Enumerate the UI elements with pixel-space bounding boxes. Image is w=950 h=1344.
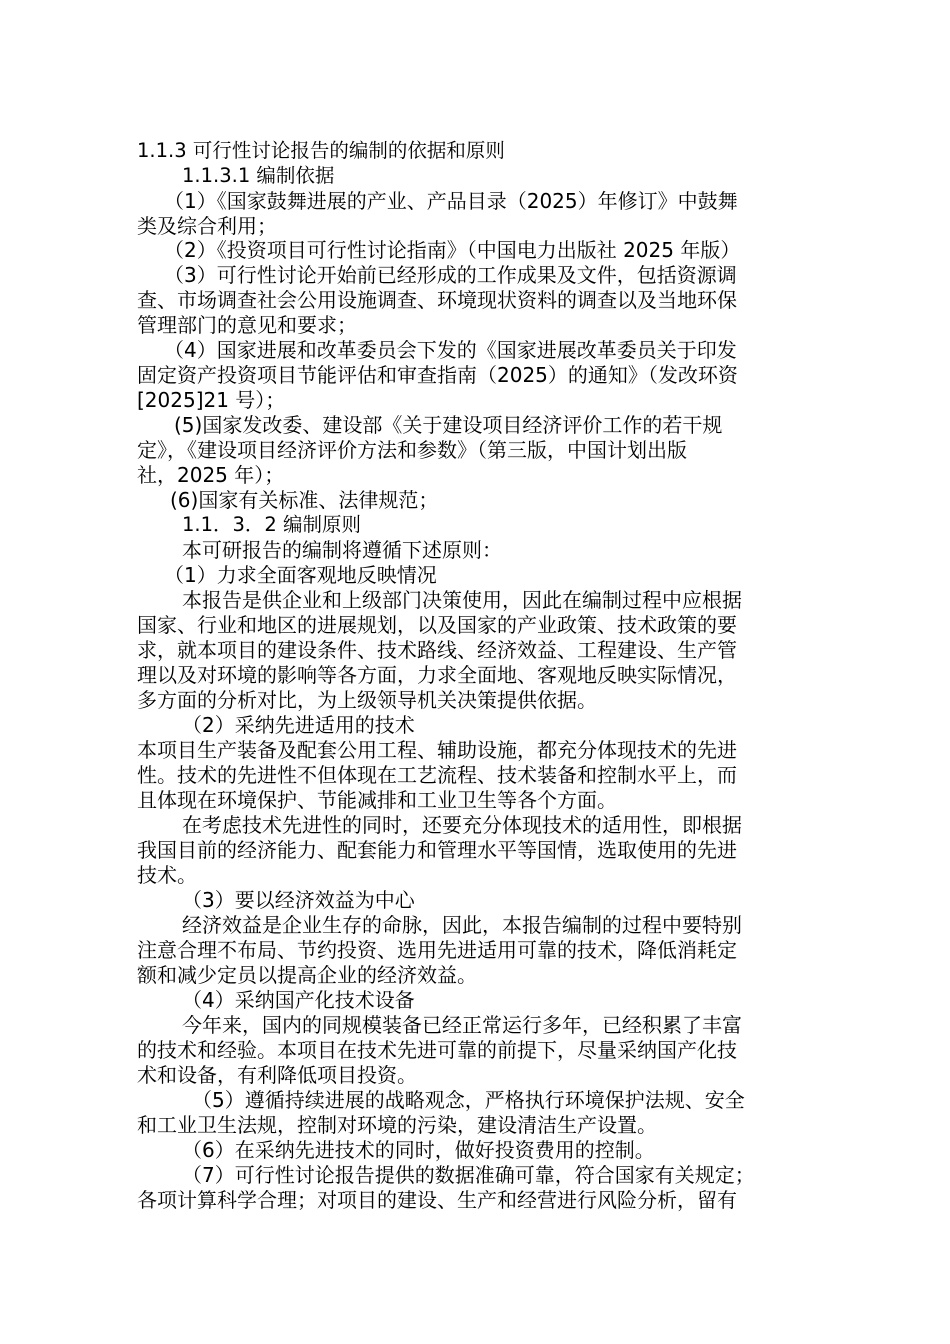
text-line: [2025]21 号）； xyxy=(137,388,286,412)
text-line: （2）《投资项目可行性讨论指南》（中国电力出版社 2025 年版） xyxy=(164,238,741,262)
text-line: 多方面的分析对比，为上级领导机关决策提供依据。 xyxy=(137,688,597,712)
text-line: 和工业卫生法规，控制对环境的污染，建设清洁生产设置。 xyxy=(137,1113,657,1137)
text-line: （1）《国家鼓舞进展的产业、产品目录（2025）年修订》中鼓舞 xyxy=(164,189,738,213)
text-line: 术和设备，有利降低项目投资。 xyxy=(137,1063,417,1087)
text-line: 管理部门的意见和要求； xyxy=(137,313,357,337)
text-line: 我国目前的经济能力、配套能力和管理水平等国情，选取使用的先进 xyxy=(137,838,737,862)
text-line: 类及综合利用； xyxy=(137,214,277,238)
text-line: （4）国家进展和改革委员会下发的《国家进展改革委员关于印发 xyxy=(164,338,737,362)
text-line: 各项计算科学合理；对项目的建设、生产和经营进行风险分析，留有 xyxy=(137,1188,737,1212)
text-line: （1）力求全面客观地反映情况 xyxy=(164,563,437,587)
subsection-heading: 1.1．3．2 编制原则 xyxy=(182,513,362,536)
text-line: (6)国家有关标准、法律规范； xyxy=(170,488,439,512)
text-line: 在考虑技术先进性的同时，还要充分体现技术的适用性，即根据 xyxy=(182,813,742,837)
text-line: （6）在采纳先进技术的同时，做好投资费用的控制。 xyxy=(182,1138,655,1162)
text-line: 社，2025 年）； xyxy=(137,463,285,487)
text-line: （4）采纳国产化技术设备 xyxy=(182,988,415,1012)
subsection-heading: 1.1.3.1 编制依据 xyxy=(182,164,335,187)
text-line: 求，就本项目的建设条件、技术路线、经济效益、工程建设、生产管 xyxy=(137,638,737,662)
text-line: 固定资产投资项目节能评估和审查指南（2025）的通知》（发改环资 xyxy=(137,363,738,387)
text-line: （7）可行性讨论报告提供的数据准确可靠，符合国家有关规定； xyxy=(182,1163,755,1187)
text-line: 今年来，国内的同规模装备已经正常运行多年，已经积累了丰富 xyxy=(182,1013,742,1037)
text-line: （2）采纳先进适用的技术 xyxy=(182,713,415,737)
text-line: 且体现在环境保护、节能减排和工业卫生等各个方面。 xyxy=(137,788,617,812)
section-heading: 1.1.3 可行性讨论报告的编制的依据和原则 xyxy=(137,139,505,162)
text-line: 本项目生产装备及配套公用工程、辅助设施，都充分体现技术的先进 xyxy=(137,738,737,762)
text-line: 本报告是供企业和上级部门决策使用，因此在编制过程中应根据 xyxy=(182,588,742,612)
text-line: （5）遵循持续进展的战略观念，严格执行环境保护法规、安全 xyxy=(192,1088,745,1112)
text-line: 额和减少定员以提高企业的经济效益。 xyxy=(137,963,477,987)
text-line: （3）要以经济效益为中心 xyxy=(182,888,415,912)
text-line: （3）可行性讨论开始前已经形成的工作成果及文件，包括资源调 xyxy=(164,263,737,287)
text-line: 注意合理不布局、节约投资、选用先进适用可靠的技术，降低消耗定 xyxy=(137,938,737,962)
text-line: 定》，《建设项目经济评价方法和参数》（第三版，中国计划出版 xyxy=(137,438,687,462)
text-line: 本可研报告的编制将遵循下述原则： xyxy=(182,538,502,562)
text-line: 经济效益是企业生存的命脉，因此，本报告编制的过程中要特别 xyxy=(182,913,742,937)
text-line: 的技术和经验。本项目在技术先进可靠的前提下，尽量采纳国产化技 xyxy=(137,1038,737,1062)
text-line: 技术。 xyxy=(137,863,197,887)
text-line: (5)国家发改委、建设部《关于建设项目经济评价工作的若干规 xyxy=(174,413,723,437)
text-line: 查、市场调查社会公用设施调查、环境现状资料的调查以及当地环保 xyxy=(137,288,737,312)
text-line: 性。技术的先进性不但体现在工艺流程、技术装备和控制水平上，而 xyxy=(137,763,737,787)
text-line: 理以及对环境的影响等各方面，力求全面地、客观地反映实际情况， xyxy=(137,663,737,687)
text-line: 国家、行业和地区的进展规划，以及国家的产业政策、技术政策的要 xyxy=(137,613,737,637)
